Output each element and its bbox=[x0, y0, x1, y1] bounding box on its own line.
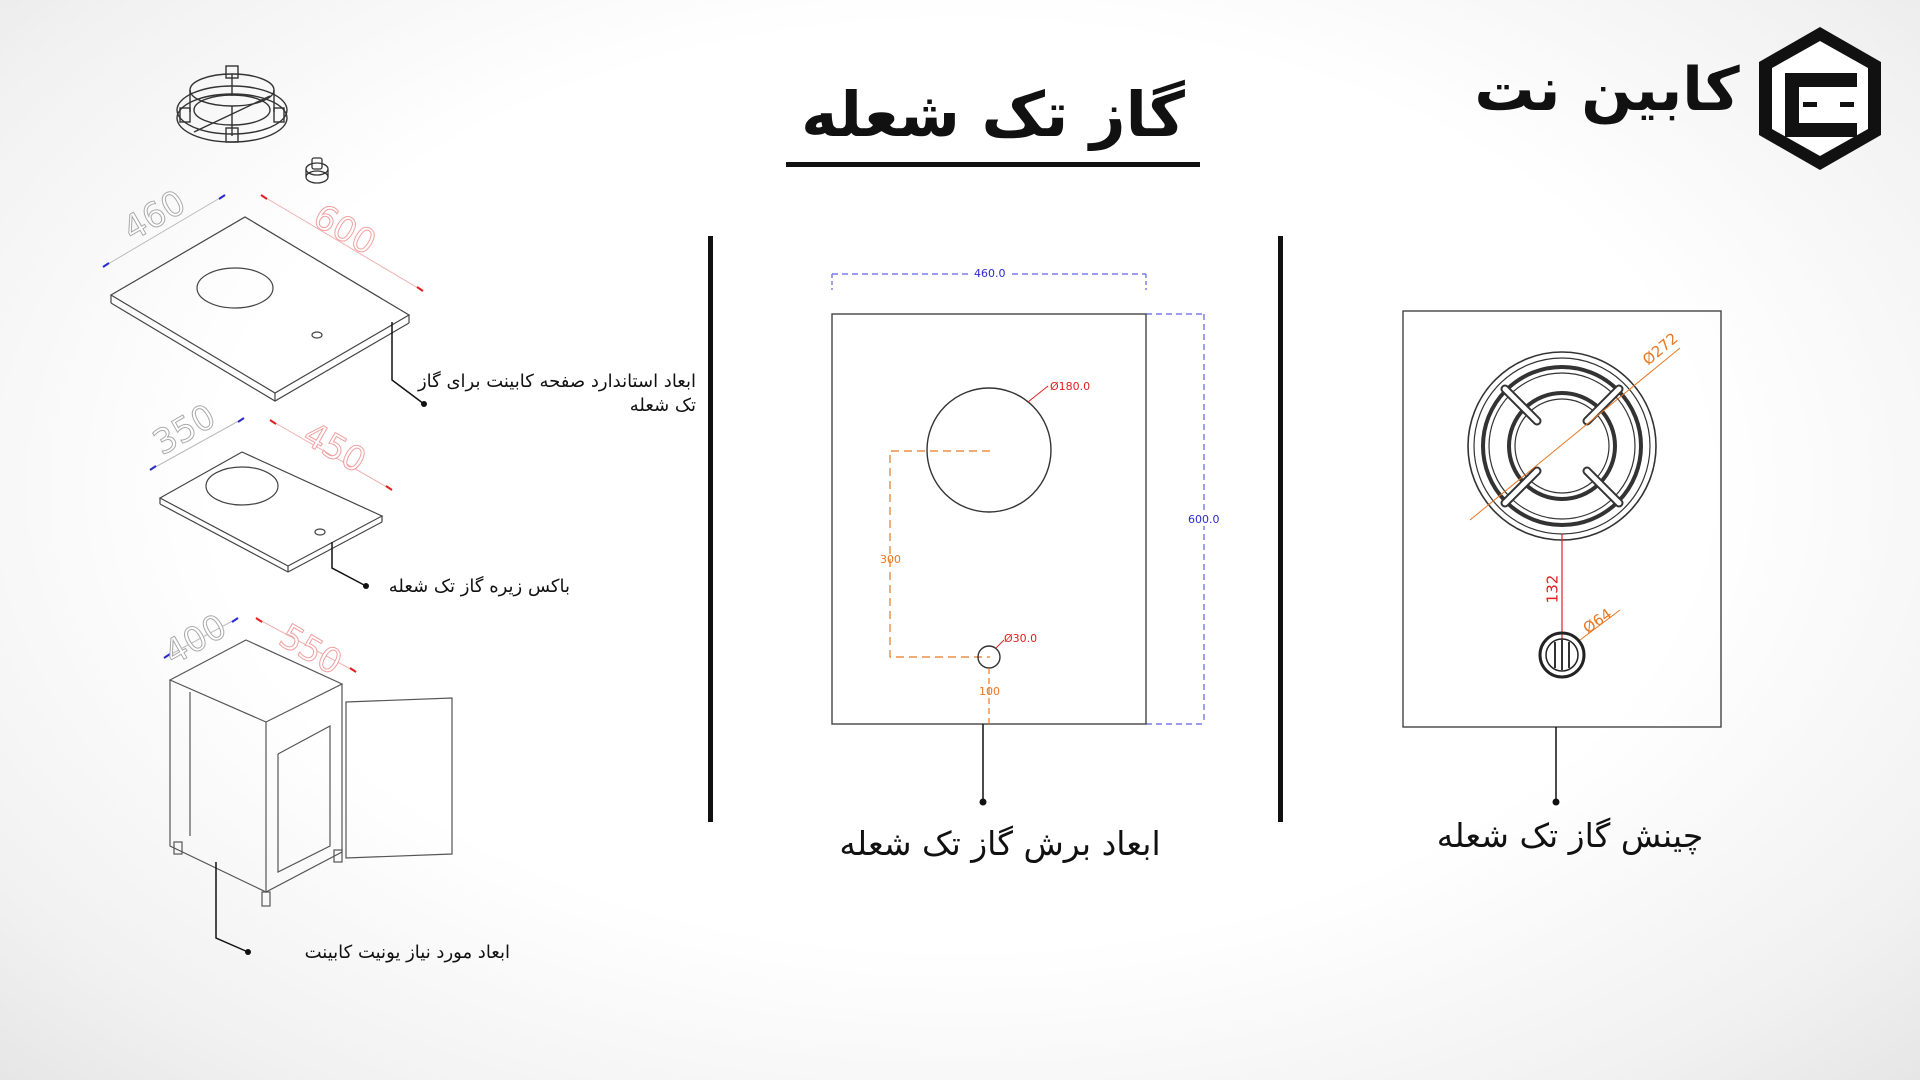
divider-left bbox=[708, 236, 713, 822]
cabinet-width-dim: 550 bbox=[272, 616, 349, 684]
cabinet-label: ابعاد مورد نیاز یونیت کابینت bbox=[304, 942, 510, 963]
burner-spacing-dim: 132 bbox=[1543, 574, 1562, 604]
layout-drawing bbox=[1400, 308, 1730, 808]
box-width-dim: 450 bbox=[296, 414, 373, 482]
countertop-label: ابعاد استاندارد صفحه کابینت برای گاز تک شعله bbox=[417, 371, 696, 416]
vertical-offset-dim: 300 bbox=[880, 553, 901, 566]
cabinet-depth-dim: 400 bbox=[157, 606, 234, 674]
knob-icon bbox=[302, 155, 332, 187]
hexagon-c-logo-icon bbox=[1755, 25, 1885, 175]
countertop-depth-dim: 460 bbox=[116, 182, 193, 250]
knob-diameter-dim: Ø64 bbox=[1579, 604, 1616, 638]
burner-hole-dim: Ø180.0 bbox=[1050, 380, 1091, 393]
bottom-offset-dim: 100 bbox=[979, 685, 1000, 698]
burner-ring-icon bbox=[170, 60, 300, 170]
box-label: باکس زیره گاز تک شعله bbox=[388, 576, 570, 597]
title-underline bbox=[786, 162, 1200, 167]
cutout-width-dim: 460.0 bbox=[974, 267, 1006, 280]
knob-hole-dim: Ø30.0 bbox=[1004, 632, 1038, 645]
cutout-caption: ابعاد برش گاز تک شعله bbox=[839, 824, 1161, 863]
cutout-height-dim: 600.0 bbox=[1188, 513, 1220, 526]
burner-diameter-dim: Ø272 bbox=[1638, 329, 1682, 369]
countertop-width-dim: 600 bbox=[306, 196, 383, 264]
layout-caption: چینش گاز تک شعله bbox=[1436, 816, 1704, 855]
box-depth-dim: 350 bbox=[146, 396, 223, 464]
divider-right bbox=[1278, 236, 1283, 822]
brand-name: کابین نت bbox=[1474, 55, 1740, 125]
page-title: گاز تک شعله bbox=[801, 78, 1185, 151]
